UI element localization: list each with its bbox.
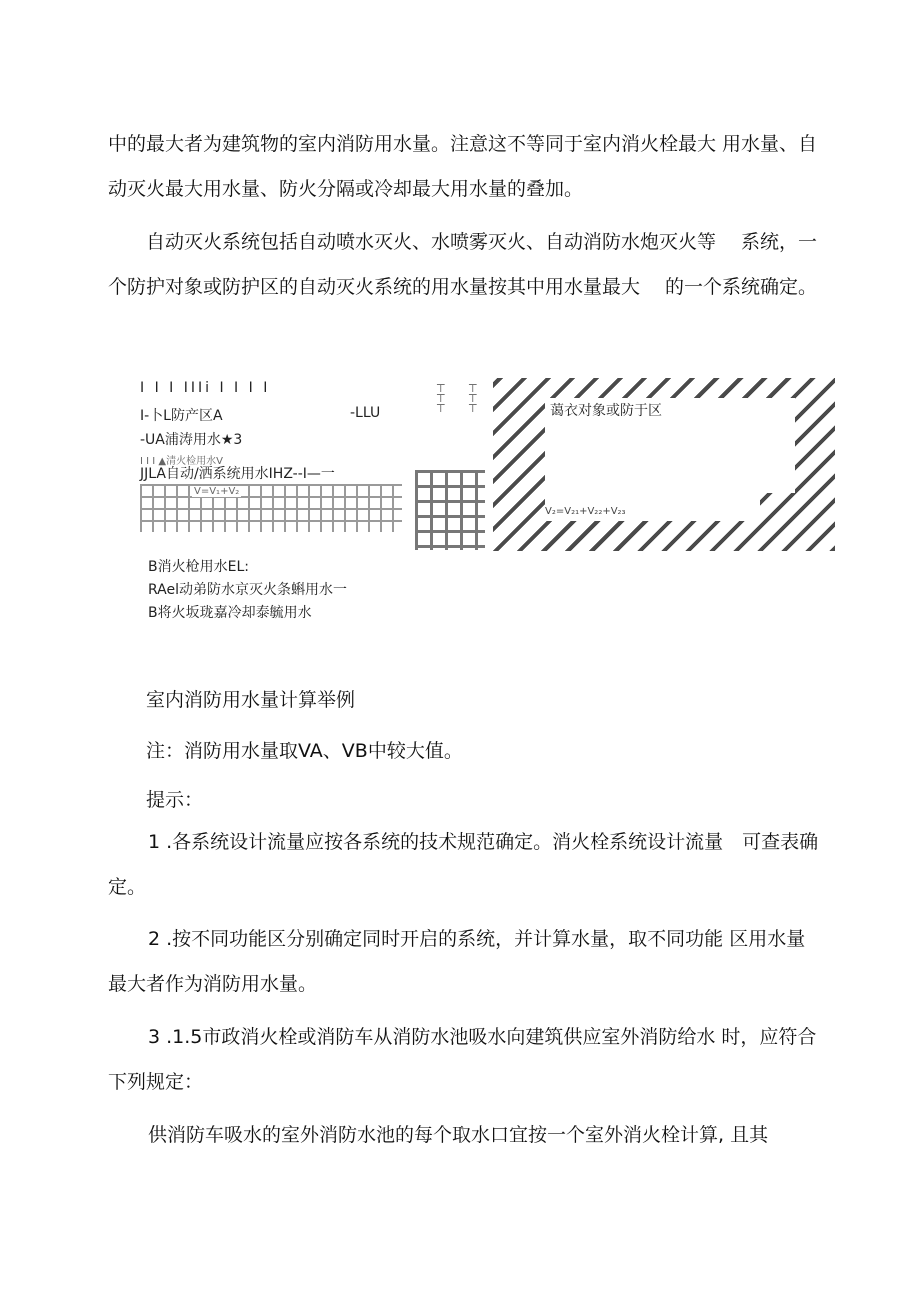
paragraph-2-text: 自动灭火系统包括自动喷水灭火、水喷雾灭火、自动消防水炮灭火等 系统，一个防护对象或防护区的自动灭火系统的用水量按其中用水量最大 的一个系统确定。 (108, 231, 818, 298)
tick-marks-2: ⊤ ⊤ ⊤ (468, 382, 478, 415)
fig-row-2-right: -LLU (350, 405, 381, 421)
fig-row-3: -UA浦涛用水★3 (140, 432, 243, 448)
paragraph-1-text: 中的最大者为建筑物的室内消防用水量。注意这不等同于室内消火栓最大 用水量、自动灭火最大用水量、防火分隔或冷却最大用水量的叠加。 (108, 133, 818, 200)
paragraph-2 (108, 220, 820, 310)
grid-pattern-left (140, 484, 402, 532)
example-heading: 室内消防用水量计算举例 (146, 689, 356, 711)
fig-row-2: I-卜L防产区A (140, 408, 223, 424)
fig-right-label: 蔼衣对象或防于区 (550, 403, 662, 419)
hint-line: 提示： (146, 789, 204, 811)
figure-left-panel (140, 378, 485, 553)
note-line: 注：消防用水量取VA、VB中较大值。 (146, 740, 463, 762)
paragraph-1 (108, 122, 820, 212)
item-4-text: 供消防车吸水的室外消防水池的每个取水口宜按一个室外消火栓计算, 且其 (148, 1124, 769, 1146)
item-2 (108, 917, 820, 1007)
item-1-text: 1 .各系统设计流量应按各系统的技术规范确定。消火栓系统设计流量 可查表确定。 (108, 831, 819, 898)
item-3 (108, 1015, 820, 1105)
fig-row-5: JJLA自动/洒系统用水IHZ--I—一 (140, 466, 335, 482)
legend-line-2: RAel动弟防水京灭火条蝌用水一 (148, 582, 347, 598)
fig-formula-left: V=V₁+V₂ (194, 486, 240, 497)
item-1 (108, 820, 820, 910)
fig-row-4: I I I ▲清火检用水V (140, 456, 223, 467)
fig-right-formula: V₂=V₂₁+V₂₂+V₂₃ (545, 506, 626, 517)
fig-row-1: I I I IIIi I I I I (140, 380, 271, 396)
item-2-text: 2 .按不同功能区分别确定同时开启的系统，并计算水量，取不同功能 区用水量最大者作为消防用水量。 (108, 928, 806, 995)
item-3-text: 3 .1.5市政消火栓或消防车从消防水池吸水向建筑供应室外消防给水 时，应符合下列规定： (108, 1026, 817, 1093)
item-4 (108, 1113, 820, 1158)
grid-pattern-right (415, 470, 485, 550)
legend-line-1: B消火枪用水EL: (148, 559, 249, 575)
tick-marks-1: ⊤ ⊤ ⊤ (436, 382, 446, 415)
legend-line-3: B将火坂珑嘉冷却泰毓用水 (148, 605, 312, 621)
